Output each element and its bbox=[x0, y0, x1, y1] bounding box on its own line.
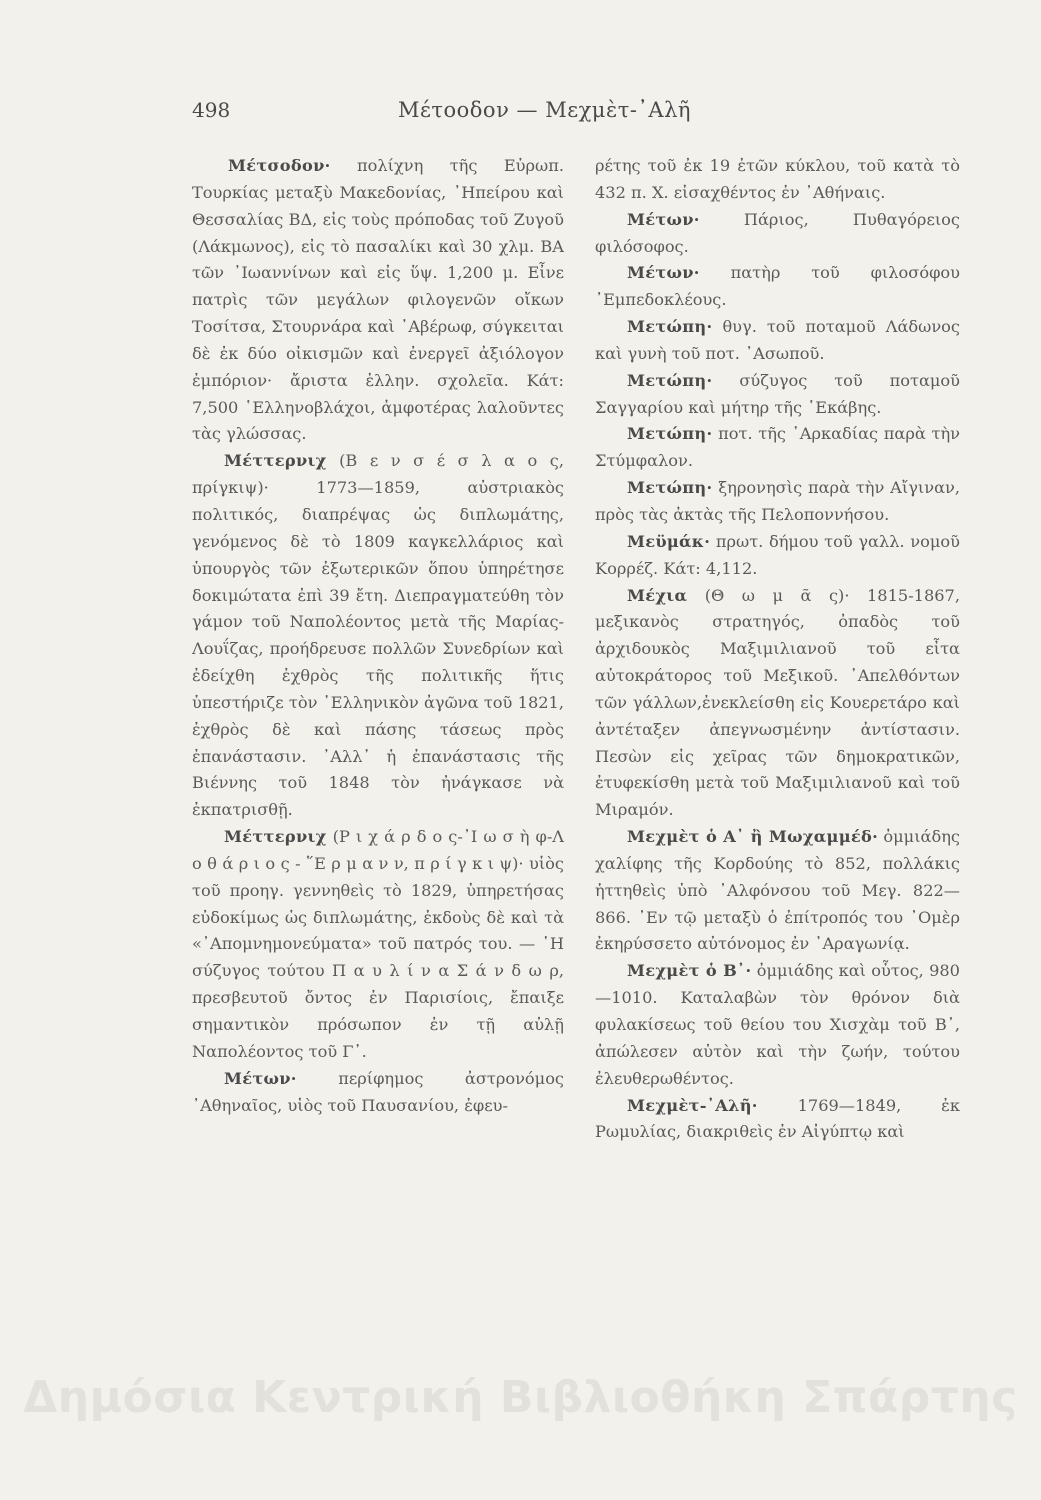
right-column bbox=[595, 153, 960, 1146]
page-number: 498 bbox=[192, 98, 231, 122]
dictionary-entry bbox=[192, 1066, 564, 1120]
dictionary-entry bbox=[595, 368, 960, 422]
dictionary-entry bbox=[595, 153, 960, 207]
entry-body: (Θ ω μ ᾶ ς)· 1815-1867, μεξικανὸς στρατηγός, ὀπαδὸς τοῦ ἀρχιδουκὸς Μαξιμιλιανοῦ τοῦ εἶτα αὐτοκράτορος τοῦ Μεξικοῦ. ᾿Απελθόντων τῶν γάλλων,ἐνεκλείσθη εἰς Κουερετάρο καὶ ἀντέταξεν ἀπεγνωσμένην ἀντίστασιν. Πεσὼν εἰς χεῖρας τῶν δημοκρατικῶν, ἐτυφεκίσθη μετὰ τοῦ Μαξιμιλιανοῦ καὶ τοῦ Μιραμόν. bbox=[595, 585, 961, 820]
entry-headword: Μέτσοδον· bbox=[228, 156, 331, 175]
dictionary-entry bbox=[595, 260, 960, 314]
dictionary-entry bbox=[595, 475, 960, 529]
entry-headword: Μεχμὲτ ὁ Α᾿ ἢ Μωχαμμέδ· bbox=[627, 827, 879, 847]
entry-body: ξηρονησὶς παρὰ τὴν Αἴγιναν, πρὸς τὰς ἀκτὰς τῆς Πελοποννήσου. bbox=[595, 478, 960, 524]
dictionary-entry bbox=[595, 958, 960, 1092]
dictionary-entry bbox=[595, 824, 960, 958]
left-column bbox=[192, 153, 564, 1119]
entry-body: σύζυγος τοῦ ποταμοῦ Σαγγαρίου καὶ μήτηρ τῆς ῾Εκάβης. bbox=[595, 370, 960, 417]
entry-body: 1769—1849, ἐκ Ρωμυλίας, διακριθεὶς ἐν Αἰγύπτῳ καὶ bbox=[595, 1095, 960, 1142]
entry-headword: Μέτων· bbox=[627, 263, 700, 283]
entry-body: ρέτης τοῦ ἐκ 19 ἐτῶν κύκλου, τοῦ κατὰ τὸ 432 π. Χ. εἰσαχθέντος ἐν ᾿Αθήναις. bbox=[595, 156, 960, 202]
dictionary-entry bbox=[595, 529, 960, 583]
dictionary-entry bbox=[192, 448, 564, 824]
entry-body: ὀμμιάδης καὶ οὗτος, 980—1010. Καταλαβὼν τὸν θρόνον διὰ φυλακίσεως τοῦ θείου του Χισχὰμ τοῦ Β᾿, ἀπώλεσεν αὐτὸν καὶ τὴν ζωήν, τούτου ἐλευθερωθέντος. bbox=[595, 961, 960, 1088]
page-header bbox=[192, 98, 762, 138]
entry-headword: Μέττερνιχ bbox=[224, 451, 327, 471]
entry-headword: Μέχια bbox=[627, 585, 688, 605]
entry-headword: Μεϋμάκ· bbox=[627, 531, 711, 551]
dictionary-entry bbox=[192, 153, 564, 448]
dictionary-entry bbox=[595, 421, 960, 475]
entry-headword: Μετώπη· bbox=[627, 370, 713, 390]
entry-body: περίφημος ἀστρονόμος ᾿Αθηναῖος, υἱὸς τοῦ Παυσανίου, ἐφευ- bbox=[192, 1068, 564, 1115]
dictionary-entry bbox=[595, 207, 960, 261]
entry-headword: Μέτων· bbox=[224, 1068, 297, 1088]
entry-headword: Μεχμὲτ ὁ Β᾿· bbox=[627, 961, 752, 981]
entry-headword: Μεχμὲτ-᾿Αλῆ· bbox=[627, 1095, 758, 1115]
dictionary-entry bbox=[595, 314, 960, 368]
entry-body: Πάριος, Πυθαγόρειος φιλόσοφος. bbox=[595, 209, 960, 256]
entry-headword: Μέττερνιχ bbox=[224, 827, 327, 847]
entry-body: πατὴρ τοῦ φιλοσόφου ᾿Εμπεδοκλέους. bbox=[595, 263, 960, 310]
entry-body: ποτ. τῆς ᾿Αρκαδίας παρὰ τὴν Στύμφαλον. bbox=[595, 424, 960, 471]
entry-body: πρωτ. δήμου τοῦ γαλλ. νομοῦ Κορρέζ. Κάτ: 4,112. bbox=[595, 531, 960, 578]
library-watermark: Δημόσια Κεντρική Βιβλιοθήκη Σπάρτης bbox=[23, 1372, 1018, 1423]
dictionary-entry bbox=[595, 583, 960, 825]
entry-body: (Ρ ι χ ά ρ δ ο ς-᾿Ι ω σ ὴ φ-Λ ο θ ά ρ ι ο ς - ῞Ε ρ μ α ν ν, π ρ ί γ κ ι ψ)· υἱὸς τοῦ προηγ. γεννηθεὶς τὸ 1829, ὑπηρετήσας εὐδοκίμως ὡς διπλωμάτης, ἐκδοὺς δὲ καὶ τὰ «᾿Απομνημονεύματα» τοῦ πατρός του. — ῾Η σύζυγος τούτου Π α υ λ ί ν α Σ ά ν δ ω ρ, πρεσβευτοῦ ὄντος ἐν Παρισίοις, ἔπαιξε σημαντικὸν πρόσωπον ἐν τῇ αὐλῇ Ναπολέοντος τοῦ Γ᾿. bbox=[192, 827, 564, 1061]
entry-body: (Β ε ν σ έ σ λ α ο ς, πρίγκιψ)· 1773—1859, αὐστριακὸς πολιτικός, διαπρέψας ὡς διπλωμάτης, γενόμενος δὲ τὸ 1809 καγκελλάριος καὶ ὑπουργὸς τῶν ἐξωτερικῶν ὅπου ὑπηρέτησε δοκιμώτατα ἐπὶ 39 ἔτη. Διεπραγματεύθη τὸν γάμον τοῦ Ναπολέοντος μετὰ τῆς Μαρίας-Λουΐζας, προήδρευσε πολλῶν Συνεδρίων καὶ ἐδείχθη ἐχθρὸς τῆς πολιτικῆς ἥτις ὑπεστήριζε τὸν ῾Ελληνικὸν ἀγῶνα τοῦ 1821, ἐχθρὸς δὲ καὶ πάσης τάσεως πρὸς ἐπανάστασιν. ᾿Αλλ᾿ ἡ ἐπανάστασις τῆς Βιέννης τοῦ 1848 τὸν ἠνάγκασε νὰ ἐκπατρισθῇ. bbox=[192, 451, 564, 820]
dictionary-entry bbox=[595, 1093, 960, 1147]
entry-headword: Μέτων· bbox=[627, 209, 700, 229]
entry-body: ὀμμιάδης χαλίφης τῆς Κορδούης τὸ 852, πολλάκις ἡττηθεὶς ὑπὸ ᾿Αλφόνσου τοῦ Μεγ. 822—866. ᾿Εν τῷ μεταξὺ ὁ ἐπίτροπός του ᾿Ομὲρ ἐκηρύσσετο αὐτόνομος ἐν ᾿Αραγωνίᾳ. bbox=[595, 827, 960, 954]
entry-headword: Μετώπη· bbox=[627, 478, 713, 498]
dictionary-entry bbox=[192, 824, 564, 1066]
entry-body: θυγ. τοῦ ποταμοῦ Λάδωνος καὶ γυνὴ τοῦ ποτ. ᾿Ασωποῦ. bbox=[595, 317, 960, 363]
entry-headword: Μετώπη· bbox=[627, 424, 713, 444]
entry-headword: Μετώπη· bbox=[627, 317, 713, 337]
entry-body: πολίχνη τῆς Εὐρωπ. Τουρκίας μεταξὺ Μακεδονίας, ᾿Ηπείρου καὶ Θεσσαλίας ΒΔ, εἰς τοὺς πρόποδας τοῦ Ζυγοῦ (Λάκμωνος), εἰς τὸ πασαλίκι καὶ 30 χλμ. ΒΑ τῶν ᾿Ιωαννίνων καὶ εἰς ὕψ. 1,200 μ. Εἶνε πατρὶς τῶν μεγάλων φιλογενῶν οἴκων Τοσίτσα, Στουρνάρα καὶ ᾿Αβέρωφ, σύγκειται δὲ ἐκ δύο οἰκισμῶν καὶ ἐνεργεῖ ἀξιόλογον ἐμπόριον· ἄριστα ἑλλην. σχολεῖα. Κάτ: 7,500 ῾Ελληνοβλάχοι, ἀμφοτέρας λαλοῦντες τὰς γλώσσας. bbox=[192, 156, 564, 444]
running-head: Μέτοοδον — Μεχμὲτ-᾿Αλῆ bbox=[398, 98, 691, 122]
